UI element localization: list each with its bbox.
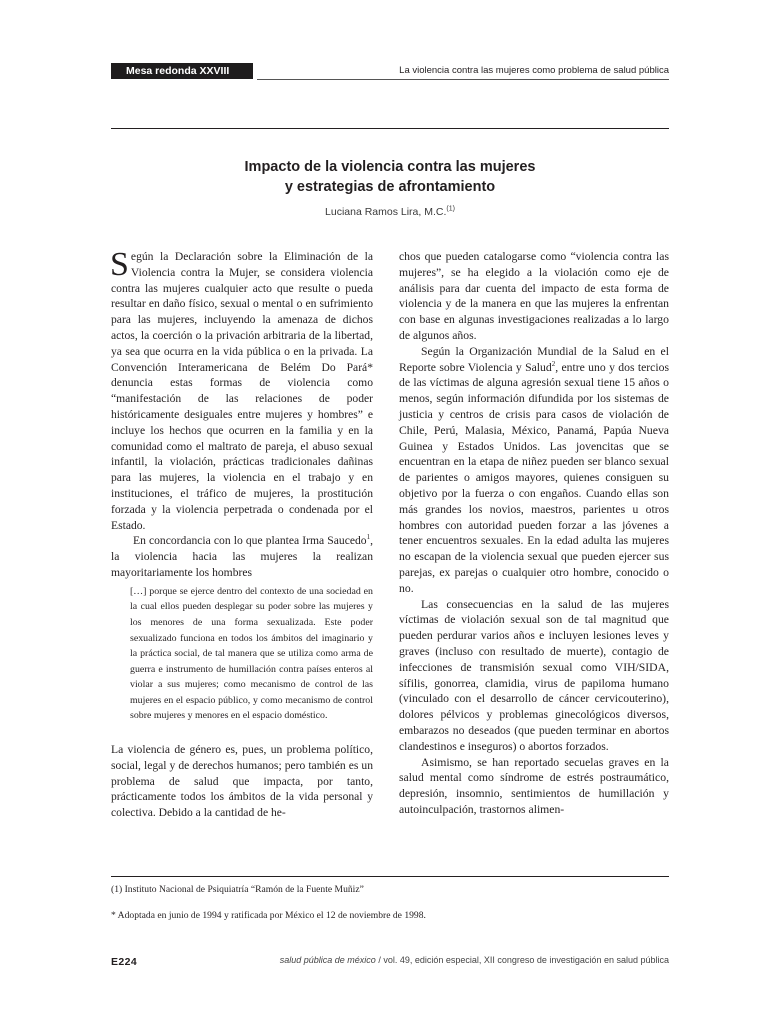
paragraph-text: , entre uno y dos tercios de las víctimas de alguna agresión sexual tiene 15 años o menos, según información difundida por los sistemas de justicia y centros de crisis para casos de violación de Chile, Perú, Malasia, México, Panamá, Papúa Nueva Guinea y Estados Unidos. Las jovencitas que se encuentran en la etapa de niñez pueden ser blanco sexual de parientes o amigos mayores, quienes consiguen su objetivo por la fuerza o con engaños. Cuando ellas son más grandes los novios, maestros, parientes u otros hombres con autoridad pueden forzar a las jóvenes a tener encuentros sexuales. En la edad adulta las mujeres no escapan de la violencia sexual que pueden ejercer sus parejas, ex parejas o cualquier otro hombre, conocido o no. <box>399 360 670 595</box>
paragraph <box>399 344 669 597</box>
left-column <box>110 246 373 821</box>
footnote-ref: 2 <box>551 359 556 368</box>
article-title <box>111 157 669 197</box>
paragraph-text: egún la Declaración sobre la Eliminación de la Violencia contra la Mujer, se considera violencia contra las mujeres cualquier acto que resulte o pueda resultar en daño físico, sexual o mental o en sufrimiento para las mujeres, incluyendo la amenaza de dichos actos, la coerción o la privación arbitraria de la libertad, ya sea que ocurra en la vida pública o en la privada. La Convención Interamericana de Belém Do Pará* denuncia estas formas de violencia como “manifestación de las relaciones de poder históricamente desiguales entre mujeres y hombres” e incluye los hechos que ocurren en la familia y en la comunidad como el maltrato de pareja, el abuso sexual infantil, la violación, prácticas tradicionales dañinas para las mujeres, la violencia en el trabajo y en instituciones, el tráfico de mujeres, la prostitución forzada y la violencia perpetrada o condenada por el Estado. <box>111 250 373 532</box>
footnote-convention: * Adoptada en junio de 1994 y ratificada por México el 12 de noviembre de 1998. <box>111 910 426 921</box>
title-line-1: Impacto de la violencia contra las mujeres <box>244 159 536 175</box>
header-rule <box>257 79 669 80</box>
paragraph-text: Asimismo, se han reportado secuelas graves en la salud mental como síndrome de estrés postraumático, depresión, insomnio, sentimientos de humillación y autoinculpación, trastornos alimen- <box>399 755 669 816</box>
paragraph: chos que pueden catalogarse como “violencia contra las mujeres”, se ha elegido a la violación como eje de análisis para dar cuenta del impacto de esta forma de violencia y de la manera en que las mujeres la enfrentan con base en algunas investigaciones realizadas a lo largo de algunos años. <box>399 250 669 342</box>
section-badge: Mesa redonda XXVIII <box>111 63 253 79</box>
footnote-affiliation: (1) Instituto Nacional de Psiquiatría “Ramón de la Fuente Muñiz” <box>111 884 364 895</box>
paragraph-text: Las consecuencias en la salud de las mujeres víctimas de violación sexual son de tal magnitud que pueden perdurar varios años e incluyen lesiones leves y graves (incluso con resultado de muerte), contagio de infecciones de transmisión sexual como VIH/SIDA, sífilis, gonorrea, clamidia, virus de papiloma humano (vinculado con el desarrollo de cáncer cervicouterino), dolores pélvicos y problemas ginecológicos diversos, embarazos no deseados (que pueden terminar en abortos clandestinos e inseguros) o abortos forzados. <box>399 597 669 753</box>
paragraph <box>110 246 373 533</box>
journal-name: salud pública de méxico <box>279 955 376 965</box>
author-affiliation-mark: (1) <box>446 205 455 213</box>
paragraph-text: En concordancia con lo que plantea Irma Saucedo <box>133 534 367 548</box>
header-topic: La violencia contra las mujeres como problema de salud pública <box>399 65 669 76</box>
title-line-2: y estrategias de afrontamiento <box>284 179 496 195</box>
footnote-ref: 1 <box>366 533 371 542</box>
paragraph <box>399 755 669 818</box>
paragraph <box>111 533 373 580</box>
drop-cap: S <box>110 246 129 283</box>
running-header <box>111 63 669 79</box>
paragraph: La violencia de género es, pues, un problema político, social, legal y de derechos humanos; pero también es un problema de salud que impacta, por tanto, prácticamente todos los ámbitos de la vida personal y colectiva. Debido a la cantidad de he- <box>111 743 373 820</box>
page-number: E224 <box>111 956 138 968</box>
running-footer <box>280 955 669 965</box>
paragraph-text: , la violencia hacia las mujeres la realizan mayoritariamente los hombres <box>111 534 373 579</box>
author-name: Luciana Ramos Lira, M.C. <box>325 206 447 218</box>
footnote-rule <box>111 876 669 877</box>
journal-citation: / vol. 49, edición especial, XII congreso de investigación en salud pública <box>375 955 669 965</box>
block-quote: […] porque se ejerce dentro del contexto de una sociedad en la cual ellos pueden desplegar su poder sobre las mujeres y los menores de una forma sexualizada. Este poder sexualizado funciona en todos los ámbitos del imaginario y la práctica social, de tal manera que se utiliza como arma de guerra e instrumento de humillación contra países enteros al violar a sus mujeres; como mecanismo de control de las mujeres en el espacio público, y como mecanismo de control sobre mujeres y menores en el espacio doméstico. <box>130 585 373 722</box>
right-column <box>399 249 669 818</box>
author-line <box>111 205 669 219</box>
paragraph <box>399 597 669 755</box>
paragraph-text: Según la Organización Mundial de la Salud en el Reporte sobre Violencia y Salud <box>399 344 669 374</box>
title-rule <box>111 128 669 129</box>
